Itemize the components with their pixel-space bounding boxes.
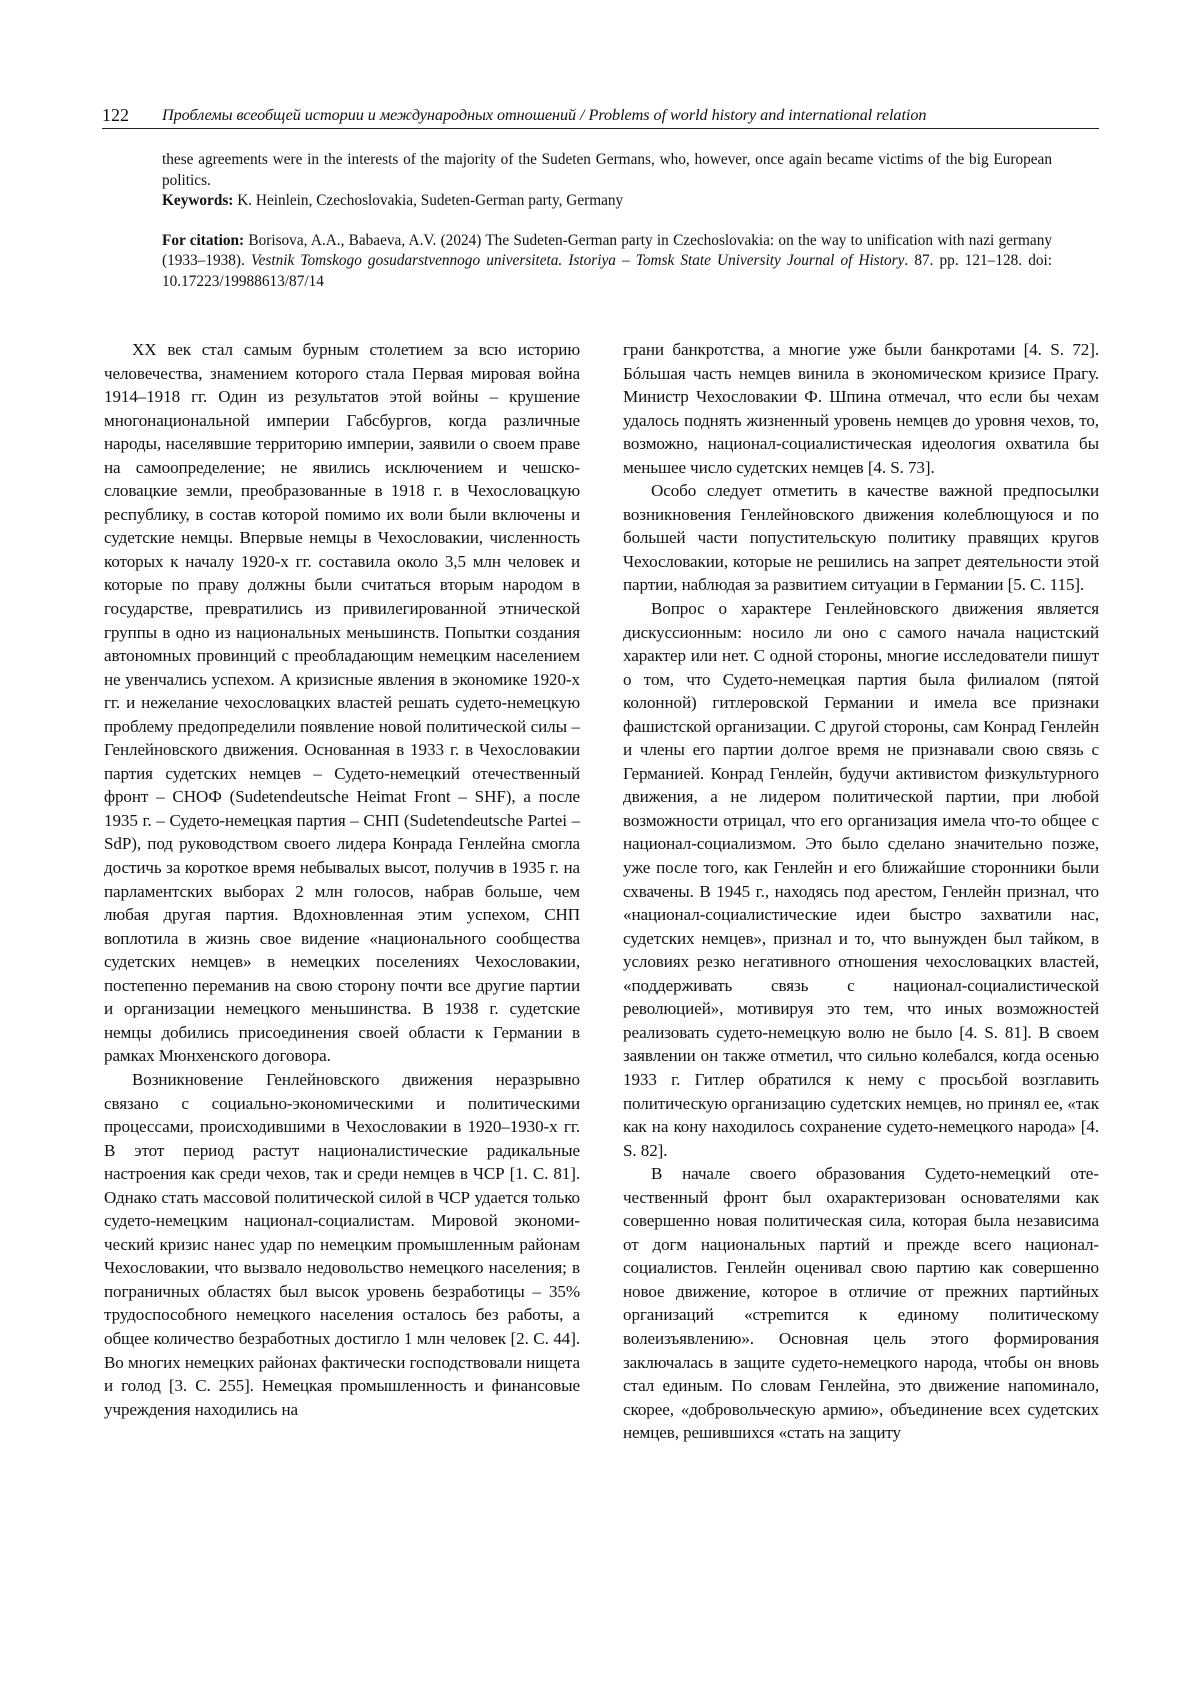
citation-tail: . 87. pp. 121–128. doi: 10.17223/19988613/87/14	[162, 252, 1052, 290]
citation-text: Borisova, A.A., Babaeva, A.V. (2024) The Sudeten-German party in Czechoslovakia: on the way to unification with nazi germany (1933–1938).	[162, 231, 1052, 269]
keywords-label: Keywords:	[162, 192, 234, 209]
keywords	[162, 191, 1052, 212]
page-number: 122	[102, 105, 129, 125]
right-column	[623, 338, 1099, 1445]
citation-label: For citation:	[162, 231, 245, 249]
paragraph: ХХ век стал самым бурным столетием за всю историю человечества, знамением которого стала Первая мировая война 1914–1918 гг. Один из результатов этой войны – крушение многонациональной империи Габсбургов, когда различные народы, населявшие территорию империи, заявили о своем праве на самоопределение; не явились исключением и чешско-словацкие земли, преобразованные в 1918 г. в Чехословацкую республику, в состав которой помимо их воли были включены и судетские немцы. Впервые немцы в Чехословакии, численность которых к началу 1920-х гг. составила около 3,5 млн человек и которые по праву должны были считаться вторым народом в государстве, превратились из привилегированной этнической группы в одно из национальных меньшинств. Попытки создания автономных провинций с преобладающим немецким населением не увенчались успехом. А кризисные явления в экономике 1920-х гг. и нежелание чехословацких властей решать судето-немецкую проблему предопределили появление новой политической силы – Генлейновского движения. Основанная в 1933 г. в Чехословакии партия судетских немцев – Судето-немецкий отечественный фронт – СНОФ (Sudetendeutsche Heimat Front – SHF), а после 1935 г. – Судето-немецкая партия – СНП (Sudetendeutsche Partei – SdP), под руководством своего лидера Конрада Генлейна смогла достичь за короткое время небывалых высот, получив в 1935 г. на парламентских выборах 2 млн голосов, набрав больше, чем любая другая партия. Вдохновленная этим успехом, СНП воплотила в жизнь свое видение «национального сообщества судетских немцев» в немецких поселениях Чехословакии, постепенно переманив на свою сторону почти все другие партии и организации немецкого меньшинства. В 1938 г. судетские немцы добились присоединения своей области к Германии в рамках Мюнхенского договора.	[104, 340, 580, 1066]
running-header	[102, 100, 1099, 129]
citation-journal: Vestnik Tomskogo gosudarstvennogo universiteta. Istoriya – Tomsk State University Journal of History	[250, 252, 905, 269]
paragraph: Вопрос о характере Генлейновского движения является дискуссионным: носило ли оно с самого начала нацистский характер или нет. С одной стороны, многие исследователи пишут о том, что Судето-немецкая партия была филиалом (пятой колонной) гитлеровской Германии и имела все признаки фашистской организации. С другой стороны, сам Конрад Генлейн и члены его партии долгое время не признавали свою связь с Германией. Конрад Генлейн, будучи активистом физкультурного движения, а не лидером политической партии, при любой возможности отрицал, что его организация имела что-то общее с национал-социализмом. Это было сделано значительно позже, уже после того, как Генлейн и его ближайшие сторонники были схвачены. В 1945 г., находясь под арестом, Генлейн признал, что «национал-социалистические идеи быстро захватили нас, судетских немцев», признал и то, что вынужден был тайком, в условиях резко негативного отношения чехословацких властей, «поддерживать связь с национал-социалистической революцией», мотивируя это тем, что иных возможностей реализовать судето-немецкую волю не было [4. S. 81]. В своем заявлении он также отметил, что сильно колебался, когда осенью 1933 г. Гитлер обратился к нему с просьбой возглавить политическую организацию судетских немцев, но принял ее, «так как на кону находилось сохранение судето-немецкого народа» [4. S. 82].	[623, 599, 1099, 1160]
paragraph: В начале своего образования Судето-немецкий отечественный фронт был охарактеризован основателями как совершенно новая политическая сила, которая была независима от догм национальных партий и прежде всего национал-социалистов. Генлейн оценивал свою партию как совершенно новое движение, которое в отличие от прежних партийных организаций «стреmится к единому политическому волеизъявлению». Основная цель этого формирования заключалась в защите судето-немецкого народа, чтобы он вновь стал единым. По словам Генлейна, это движение напоминало, скорее, «добровольческую армию», объединение всех судетских немцев, решившихся «стать на защиту	[623, 1164, 1099, 1443]
paragraph: грани банкротства, а многие уже были банкротами [4. S. 72]. Бóльшая часть немцев винила в экономическом кризисе Прагу. Министр Чехословакии Ф. Шпина отмечал, что если бы чехам удалось поднять жизненный уровень немцев до уровня чехов, то, возможно, национал-социалистическая идеология охватила бы меньшее число судетских немцев [4. S. 73].	[623, 340, 1099, 477]
abstract-tail: these agreements were in the interests of the majority of the Sudeten Germans, who, however, once again became victims of the big European politics.	[162, 151, 1052, 189]
running-title: Проблемы всеобщей истории и международных отношений / Problems of world history and international relation	[162, 106, 927, 124]
left-column	[104, 338, 580, 1421]
abstract-section	[162, 150, 1052, 292]
keywords-text: K. Heinlein, Czechoslovakia, Sudeten-German party, Germany	[233, 192, 624, 209]
citation	[162, 231, 1052, 293]
paragraph: Особо следует отметить в качестве важной предпосылки возникновения Генлейновского движения колеблющуюся и по большей части попустительскую политику правящих кругов Чехословакии, которые не решились на запрет деятельности этой партии, наблюдая за развитием ситуации в Германии [5. С. 115].	[623, 481, 1099, 595]
paragraph: Возникновение Генлейновского движения неразрывно связано с социально-экономическими и политическими процессами, происходившими в Чехословакии в 1920–1930-х гг. В этот период растут националистические радикальные настроения как среди чехов, так и среди немцев в ЧСР [1. С. 81]. Однако стать массовой политической силой в ЧСР удается только судето-немецким национал-социалистам. Мировой экономический кризис нанес удар по немецким промышленным районам Чехословакии, что вызвало недовольство немецкого населения; в пограничных областях был высок уровень безработицы – 35% трудоспособного немецкого населения осталось без работы, а общее количество безработных достигло 1 млн человек [2. С. 44]. Во многих немецких районах фактически господствовали нищета и голод [3. С. 255]. Немецкая промышленность и финансовые учреждения находились на	[104, 1069, 580, 1419]
